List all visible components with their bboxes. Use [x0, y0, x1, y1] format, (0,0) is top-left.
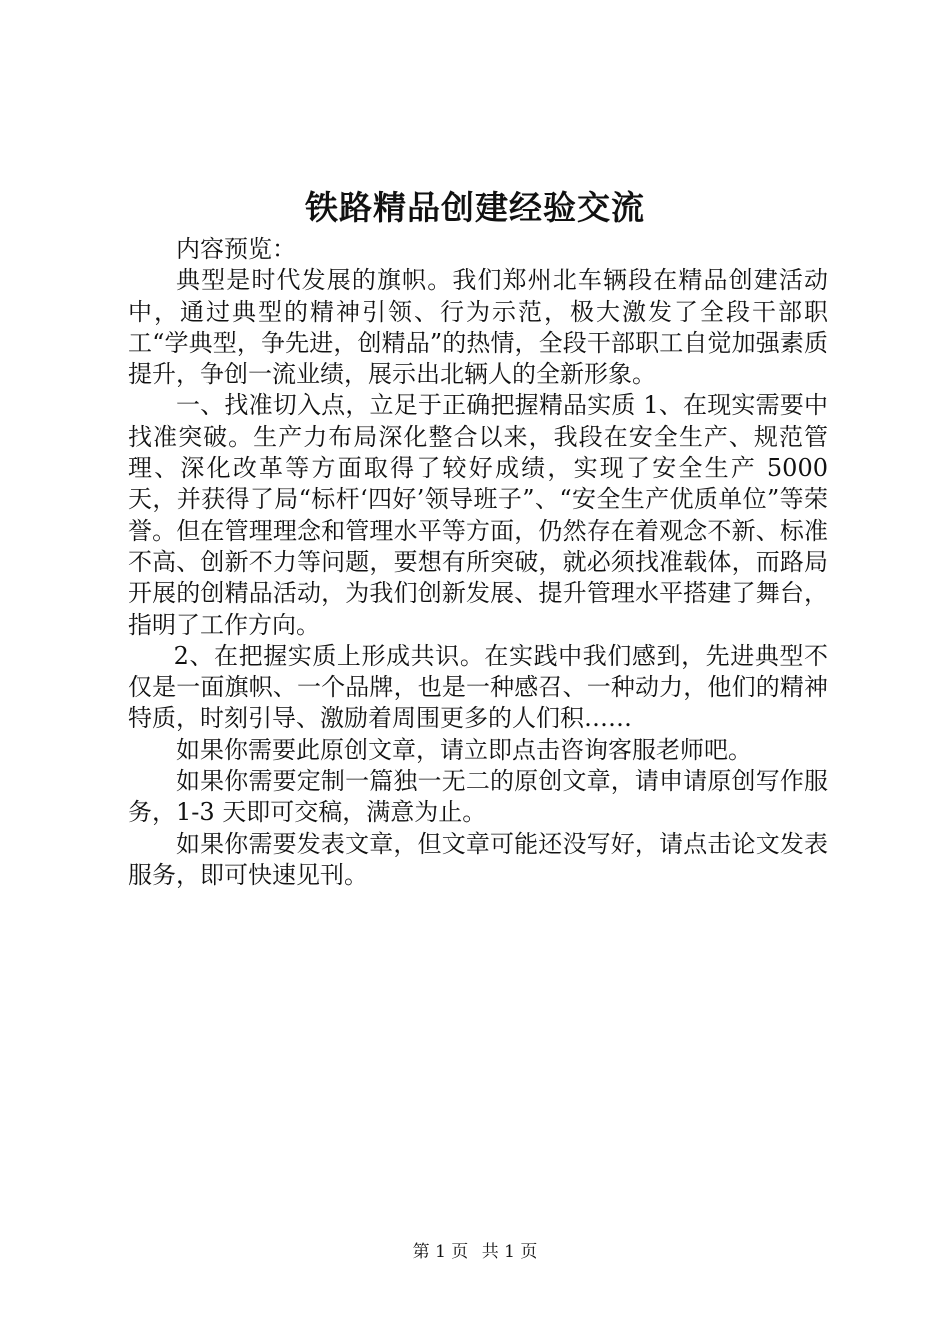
paragraph-intro: 典型是时代发展的旗帜。我们郑州北车辆段在精品创建活动中，通过典型的精神引领、行为示范，极大激发了全段干部职工“学典型，争先进，创精品”的热情，全段干部职工自觉加强素质提升，争创一流业绩，展示出北辆人的全新形象。: [128, 266, 828, 389]
document-title: 铁路精品创建经验交流: [305, 188, 645, 227]
page-footer: [0, 1240, 950, 1264]
preview-label: 内容预览：: [176, 235, 296, 263]
paragraph-publishing-service: 如果你需要发表文章，但文章可能还没写好，请点击论文发表服务，即可快速见刊。: [128, 829, 828, 889]
paragraph-custom-writing: 如果你需要定制一篇独一无二的原创文章，请申请原创写作服务，1-3 天即可交稿，满意为止。: [128, 767, 828, 827]
document-body: [128, 234, 828, 891]
page-total: 共 1 页: [481, 1242, 538, 1262]
page-number: 第 1 页: [412, 1242, 469, 1262]
paragraph-section-two: 2、在把握实质上形成共识。在实践中我们感到，先进典型不仅是一面旗帜、一个品牌，也是一种感召、一种动力，他们的精神特质，时刻引导、激励着周围更多的人们积……: [128, 641, 828, 733]
paragraph-consult-link: 如果你需要此原创文章，请立即点击咨询客服老师吧。: [176, 735, 752, 764]
paragraph-section-one: 一、找准切入点，立足于正确把握精品实质 1、在现实需要中找准突破。生产力布局深化整合以来，我段在安全生产、规范管理、深化改革等方面取得了较好成绩，实现了安全生产 5000 天，并获得了局“标杆‘四好’领导班子”、“安全生产优质单位”等荣誉。但在管理理念和管理水平等方面，仍然存在着观念不新、标准不高、创新不力等问题，要想有所突破，就必须找准载体，而路局开展的创精品活动，为我们创新发展、提升管理水平搭建了舞台，指明了工作方向。: [128, 391, 828, 639]
